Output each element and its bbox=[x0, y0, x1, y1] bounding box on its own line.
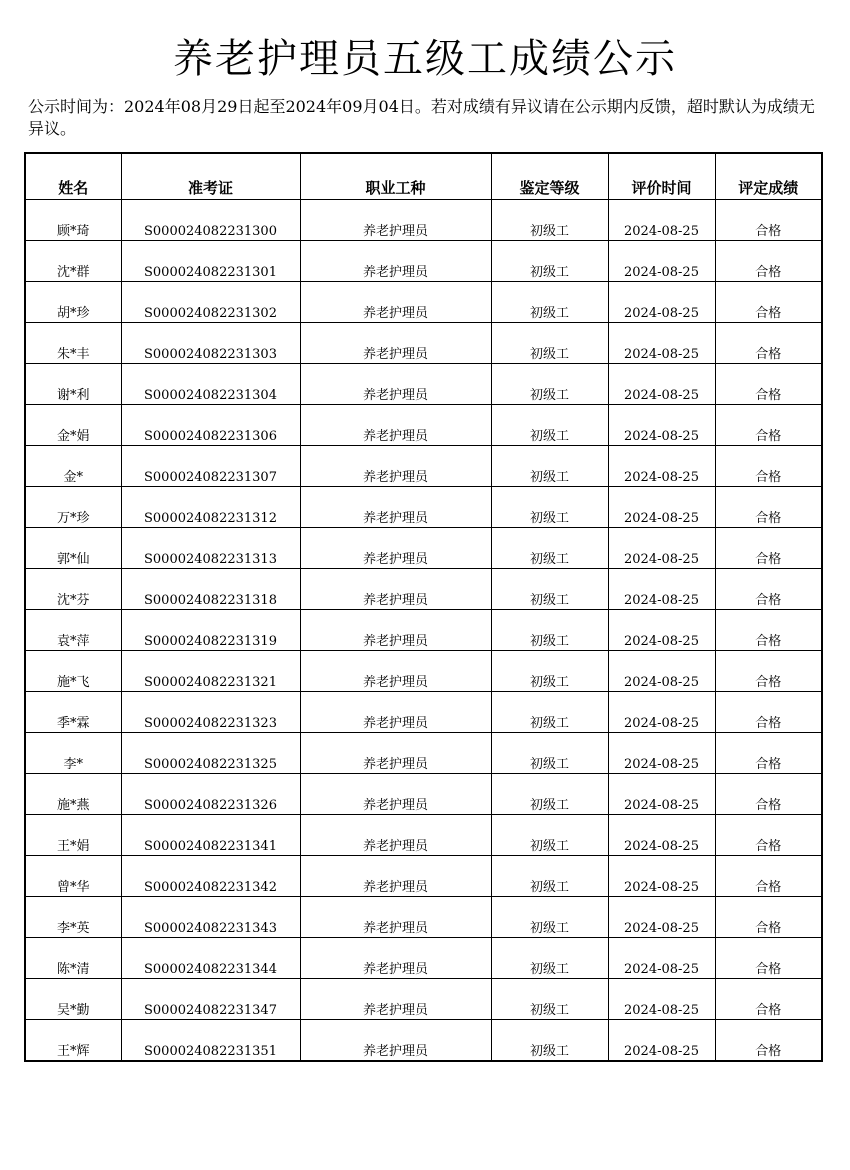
cell-result: 合格 bbox=[715, 1020, 822, 1062]
cell-occupation: 养老护理员 bbox=[300, 1020, 491, 1062]
cell-eval-date: 2024-08-25 bbox=[608, 733, 715, 774]
cell-exam-id: S000024082231300 bbox=[121, 200, 300, 241]
cell-exam-id: S000024082231321 bbox=[121, 651, 300, 692]
column-header-occupation: 职业工种 bbox=[300, 153, 491, 200]
cell-name: 施*飞 bbox=[25, 651, 121, 692]
cell-occupation: 养老护理员 bbox=[300, 323, 491, 364]
cell-result: 合格 bbox=[715, 241, 822, 282]
cell-name: 李*英 bbox=[25, 897, 121, 938]
column-header-exam-id: 准考证 bbox=[121, 153, 300, 200]
cell-level: 初级工 bbox=[491, 979, 608, 1020]
cell-occupation: 养老护理员 bbox=[300, 651, 491, 692]
table-row bbox=[25, 897, 822, 938]
cell-name: 袁*萍 bbox=[25, 610, 121, 651]
cell-result: 合格 bbox=[715, 446, 822, 487]
cell-name: 谢*利 bbox=[25, 364, 121, 405]
cell-name: 季*霖 bbox=[25, 692, 121, 733]
cell-name: 郭*仙 bbox=[25, 528, 121, 569]
cell-eval-date: 2024-08-25 bbox=[608, 446, 715, 487]
cell-occupation: 养老护理员 bbox=[300, 692, 491, 733]
cell-level: 初级工 bbox=[491, 938, 608, 979]
cell-name: 顾*琦 bbox=[25, 200, 121, 241]
cell-eval-date: 2024-08-25 bbox=[608, 528, 715, 569]
cell-level: 初级工 bbox=[491, 323, 608, 364]
table-row bbox=[25, 323, 822, 364]
table-row bbox=[25, 200, 822, 241]
table-row bbox=[25, 1020, 822, 1062]
cell-level: 初级工 bbox=[491, 446, 608, 487]
cell-eval-date: 2024-08-25 bbox=[608, 1020, 715, 1062]
cell-eval-date: 2024-08-25 bbox=[608, 938, 715, 979]
cell-result: 合格 bbox=[715, 610, 822, 651]
cell-eval-date: 2024-08-25 bbox=[608, 651, 715, 692]
cell-name: 沈*群 bbox=[25, 241, 121, 282]
cell-level: 初级工 bbox=[491, 200, 608, 241]
cell-level: 初级工 bbox=[491, 856, 608, 897]
cell-name: 施*燕 bbox=[25, 774, 121, 815]
cell-occupation: 养老护理员 bbox=[300, 774, 491, 815]
table-row bbox=[25, 282, 822, 323]
cell-eval-date: 2024-08-25 bbox=[608, 487, 715, 528]
cell-result: 合格 bbox=[715, 487, 822, 528]
table-row bbox=[25, 774, 822, 815]
cell-exam-id: S000024082231351 bbox=[121, 1020, 300, 1062]
table-row bbox=[25, 856, 822, 897]
cell-occupation: 养老护理员 bbox=[300, 487, 491, 528]
cell-occupation: 养老护理员 bbox=[300, 897, 491, 938]
cell-occupation: 养老护理员 bbox=[300, 241, 491, 282]
cell-level: 初级工 bbox=[491, 282, 608, 323]
cell-result: 合格 bbox=[715, 856, 822, 897]
cell-name: 吴*勤 bbox=[25, 979, 121, 1020]
cell-result: 合格 bbox=[715, 733, 822, 774]
cell-exam-id: S000024082231343 bbox=[121, 897, 300, 938]
cell-exam-id: S000024082231326 bbox=[121, 774, 300, 815]
cell-occupation: 养老护理员 bbox=[300, 979, 491, 1020]
cell-result: 合格 bbox=[715, 692, 822, 733]
cell-occupation: 养老护理员 bbox=[300, 446, 491, 487]
cell-level: 初级工 bbox=[491, 528, 608, 569]
cell-result: 合格 bbox=[715, 282, 822, 323]
cell-occupation: 养老护理员 bbox=[300, 282, 491, 323]
cell-level: 初级工 bbox=[491, 569, 608, 610]
cell-eval-date: 2024-08-25 bbox=[608, 323, 715, 364]
cell-exam-id: S000024082231304 bbox=[121, 364, 300, 405]
page-title: 养老护理员五级工成绩公示 bbox=[173, 36, 677, 82]
cell-level: 初级工 bbox=[491, 692, 608, 733]
cell-exam-id: S000024082231341 bbox=[121, 815, 300, 856]
cell-eval-date: 2024-08-25 bbox=[608, 610, 715, 651]
table-row bbox=[25, 938, 822, 979]
cell-level: 初级工 bbox=[491, 487, 608, 528]
cell-level: 初级工 bbox=[491, 897, 608, 938]
cell-occupation: 养老护理员 bbox=[300, 733, 491, 774]
cell-exam-id: S000024082231312 bbox=[121, 487, 300, 528]
column-header-eval-date: 评价时间 bbox=[608, 153, 715, 200]
cell-occupation: 养老护理员 bbox=[300, 200, 491, 241]
table-row bbox=[25, 610, 822, 651]
cell-eval-date: 2024-08-25 bbox=[608, 692, 715, 733]
cell-name: 金*娟 bbox=[25, 405, 121, 446]
cell-name: 王*娟 bbox=[25, 815, 121, 856]
column-header-level: 鉴定等级 bbox=[491, 153, 608, 200]
cell-result: 合格 bbox=[715, 897, 822, 938]
cell-occupation: 养老护理员 bbox=[300, 938, 491, 979]
cell-exam-id: S000024082231301 bbox=[121, 241, 300, 282]
cell-result: 合格 bbox=[715, 569, 822, 610]
cell-occupation: 养老护理员 bbox=[300, 610, 491, 651]
cell-result: 合格 bbox=[715, 774, 822, 815]
cell-level: 初级工 bbox=[491, 610, 608, 651]
table-row bbox=[25, 405, 822, 446]
cell-exam-id: S000024082231303 bbox=[121, 323, 300, 364]
column-header-name: 姓名 bbox=[25, 153, 121, 200]
cell-eval-date: 2024-08-25 bbox=[608, 405, 715, 446]
cell-exam-id: S000024082231323 bbox=[121, 692, 300, 733]
cell-name: 李* bbox=[25, 733, 121, 774]
cell-name: 胡*珍 bbox=[25, 282, 121, 323]
cell-exam-id: S000024082231347 bbox=[121, 979, 300, 1020]
table-row bbox=[25, 979, 822, 1020]
cell-level: 初级工 bbox=[491, 774, 608, 815]
cell-exam-id: S000024082231306 bbox=[121, 405, 300, 446]
table-row bbox=[25, 487, 822, 528]
cell-exam-id: S000024082231302 bbox=[121, 282, 300, 323]
table-row bbox=[25, 528, 822, 569]
cell-eval-date: 2024-08-25 bbox=[608, 856, 715, 897]
cell-name: 沈*芬 bbox=[25, 569, 121, 610]
cell-exam-id: S000024082231325 bbox=[121, 733, 300, 774]
table-row bbox=[25, 241, 822, 282]
cell-exam-id: S000024082231318 bbox=[121, 569, 300, 610]
cell-eval-date: 2024-08-25 bbox=[608, 897, 715, 938]
cell-result: 合格 bbox=[715, 938, 822, 979]
cell-occupation: 养老护理员 bbox=[300, 364, 491, 405]
cell-eval-date: 2024-08-25 bbox=[608, 282, 715, 323]
cell-level: 初级工 bbox=[491, 1020, 608, 1062]
cell-exam-id: S000024082231307 bbox=[121, 446, 300, 487]
table-row bbox=[25, 733, 822, 774]
cell-result: 合格 bbox=[715, 815, 822, 856]
cell-eval-date: 2024-08-25 bbox=[608, 774, 715, 815]
cell-occupation: 养老护理员 bbox=[300, 528, 491, 569]
cell-result: 合格 bbox=[715, 651, 822, 692]
results-table bbox=[24, 152, 823, 1062]
cell-eval-date: 2024-08-25 bbox=[608, 569, 715, 610]
cell-level: 初级工 bbox=[491, 815, 608, 856]
cell-level: 初级工 bbox=[491, 241, 608, 282]
cell-eval-date: 2024-08-25 bbox=[608, 815, 715, 856]
table-row bbox=[25, 569, 822, 610]
cell-level: 初级工 bbox=[491, 364, 608, 405]
cell-level: 初级工 bbox=[491, 651, 608, 692]
cell-result: 合格 bbox=[715, 405, 822, 446]
table-header-row bbox=[25, 153, 822, 200]
table-body bbox=[25, 200, 822, 1062]
cell-occupation: 养老护理员 bbox=[300, 405, 491, 446]
cell-exam-id: S000024082231344 bbox=[121, 938, 300, 979]
cell-name: 金* bbox=[25, 446, 121, 487]
cell-eval-date: 2024-08-25 bbox=[608, 241, 715, 282]
cell-eval-date: 2024-08-25 bbox=[608, 979, 715, 1020]
cell-result: 合格 bbox=[715, 200, 822, 241]
cell-result: 合格 bbox=[715, 979, 822, 1020]
cell-exam-id: S000024082231319 bbox=[121, 610, 300, 651]
cell-name: 陈*清 bbox=[25, 938, 121, 979]
notice-text: 公示时间为：2024年08月29日起至2024年09月04日。若对成绩有异议请在公示期内反馈，超时默认为成绩无异议。 bbox=[28, 97, 815, 138]
cell-name: 曾*华 bbox=[25, 856, 121, 897]
cell-name: 朱*丰 bbox=[25, 323, 121, 364]
cell-name: 王*辉 bbox=[25, 1020, 121, 1062]
table-row bbox=[25, 446, 822, 487]
cell-exam-id: S000024082231313 bbox=[121, 528, 300, 569]
table-row bbox=[25, 815, 822, 856]
table-row bbox=[25, 692, 822, 733]
cell-name: 万*珍 bbox=[25, 487, 121, 528]
cell-occupation: 养老护理员 bbox=[300, 856, 491, 897]
cell-eval-date: 2024-08-25 bbox=[608, 200, 715, 241]
cell-occupation: 养老护理员 bbox=[300, 815, 491, 856]
table-row bbox=[25, 364, 822, 405]
cell-result: 合格 bbox=[715, 528, 822, 569]
cell-level: 初级工 bbox=[491, 733, 608, 774]
cell-exam-id: S000024082231342 bbox=[121, 856, 300, 897]
cell-result: 合格 bbox=[715, 364, 822, 405]
column-header-result: 评定成绩 bbox=[715, 153, 822, 200]
cell-level: 初级工 bbox=[491, 405, 608, 446]
cell-occupation: 养老护理员 bbox=[300, 569, 491, 610]
table-row bbox=[25, 651, 822, 692]
cell-result: 合格 bbox=[715, 323, 822, 364]
cell-eval-date: 2024-08-25 bbox=[608, 364, 715, 405]
